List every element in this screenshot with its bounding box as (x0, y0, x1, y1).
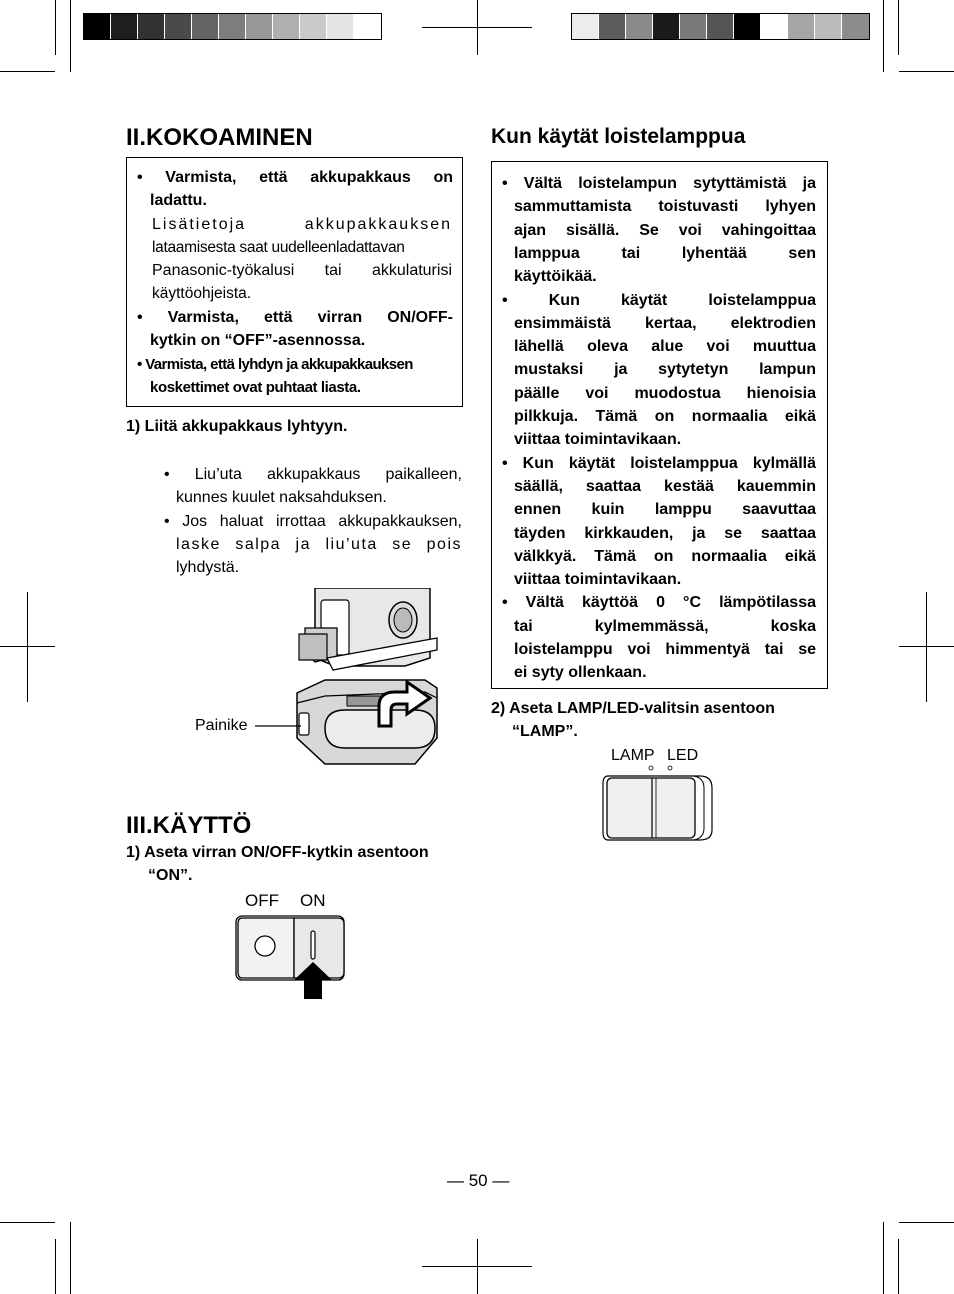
box-item1-text4: käyttöohjeista. (152, 285, 252, 302)
box-item2-line1: • Varmista, että virran ON/OFF- (137, 309, 453, 326)
battery-attach-illustration (255, 588, 450, 773)
step-2-line1: 2) Aseta LAMP/LED-valitsin asentoon (491, 700, 775, 717)
color-swatch (192, 14, 219, 39)
box-item1-line1: • Varmista, että akkupakkaus on (137, 169, 453, 186)
box-item3-line1: • Varmista, että lyhdyn ja akkupakkauksen (137, 356, 413, 373)
color-swatch (626, 14, 653, 39)
fluorescent-note-line: päälle voi muodostua hienoisia (514, 384, 816, 402)
fluorescent-note-line: • Kun käytät loistelamppua kylmällä (502, 454, 816, 472)
color-swatch (246, 14, 273, 39)
color-swatch (734, 14, 761, 39)
fluorescent-note-line: viittaa toimintavikaan. (514, 571, 682, 589)
color-bar-left (83, 13, 382, 40)
box-item1-line2: ladattu. (150, 192, 207, 209)
color-bar-right (571, 13, 870, 40)
substep-remove-line1: • Jos haluat irrottaa akkupakkauksen, (164, 513, 462, 530)
fluorescent-note-line: • Kun käytät loistelamppua (502, 291, 816, 309)
substep-remove-line3: lyhdystä. (176, 559, 240, 576)
color-swatch (842, 14, 869, 39)
fluorescent-notes-box (491, 161, 828, 689)
color-swatch (761, 14, 788, 39)
fluorescent-note-line: välkkyä. Tämä on normaalia eikä (514, 547, 816, 565)
step-2-line2: “LAMP”. (512, 723, 578, 740)
color-swatch (572, 14, 599, 39)
box-item2-line2: kytkin on “OFF”-asennossa. (150, 332, 366, 349)
selector-label-led: LED (667, 747, 699, 764)
fluorescent-note-line: täyden kirkkauden, ja se saattaa (514, 524, 816, 542)
fluorescent-note-line: lähellä oleva alue voi muuttua (514, 338, 816, 356)
fluorescent-note-line: ensimmäistä kertaa, elektrodien (514, 314, 816, 332)
color-swatch (788, 14, 815, 39)
color-swatch (300, 14, 327, 39)
page-number: — 50 — (447, 1171, 510, 1190)
section-title-fluorescent: Kun käytät loistelamppua (491, 125, 746, 148)
color-swatch (815, 14, 842, 39)
section-title-usage: III.KÄYTTÖ (126, 812, 252, 839)
button-label: Painike (195, 717, 248, 734)
fluorescent-note-line: lamppua tai lyhentää sen (514, 244, 816, 262)
fluorescent-note-line: ei syty ollenkaan. (514, 664, 647, 682)
warning-box (126, 157, 463, 407)
section-title-assembly: II.KOKOAMINEN (126, 124, 313, 151)
color-swatch (680, 14, 707, 39)
box-item1-text3: Panasonic-työkalusi tai akkulaturisi (152, 262, 452, 279)
fluorescent-note-line: tai kylmemmässä, koska (514, 617, 816, 635)
color-swatch (138, 14, 165, 39)
fluorescent-note-line: ajan sisällä. Se voi vahingoittaa (514, 221, 816, 239)
switch-label-off: OFF (245, 891, 279, 910)
color-swatch (653, 14, 680, 39)
color-swatch (84, 14, 111, 39)
substep-slide-line2: kunnes kuulet naksahduksen. (176, 489, 387, 506)
fluorescent-note-line: käyttöikää. (514, 268, 597, 286)
lamp-led-selector-illustration (600, 764, 718, 844)
step-1-attach: 1) Liitä akkupakkaus lyhtyyn. (126, 418, 348, 435)
color-swatch (354, 14, 381, 39)
step-use-1-line1: 1) Aseta virran ON/OFF-kytkin asentoon (126, 844, 429, 861)
color-swatch (219, 14, 246, 39)
box-item3-line2: koskettimet ovat puhtaat liasta. (150, 379, 361, 396)
fluorescent-note-line: säällä, saattaa kestää kauemmin (514, 477, 816, 495)
fluorescent-note-line: viittaa toimintavikaan. (514, 431, 682, 449)
box-item1-text1: Lisätietoja akkupakkauksen (152, 216, 452, 233)
fluorescent-note-line: • Vältä käyttöä 0 °C lämpötilassa (502, 594, 816, 612)
color-swatch (599, 14, 626, 39)
on-off-switch-illustration (234, 914, 348, 1000)
substep-slide-line1: • Liu’uta akkupakkaus paikalleen, (164, 466, 462, 483)
selector-label-lamp: LAMP (611, 747, 655, 764)
color-swatch (111, 14, 138, 39)
color-swatch (273, 14, 300, 39)
switch-label-on: ON (300, 891, 326, 910)
fluorescent-note-line: • Vältä loistelampun sytyttämistä ja (502, 175, 816, 192)
fluorescent-note-line: mustaksi ja sytytetyn lampun (514, 361, 816, 379)
box-item1-text2: lataamisesta saat uudelleenladattavan (152, 239, 405, 256)
substep-remove-line2: laske salpa ja liu’uta se pois (176, 536, 462, 553)
color-swatch (707, 14, 734, 39)
fluorescent-note-line: sammuttamista toistuvasti lyhyen (514, 198, 816, 216)
fluorescent-note-line: ennen kuin lamppu saavuttaa (514, 501, 816, 519)
color-swatch (165, 14, 192, 39)
step-use-1-line2: “ON”. (148, 867, 193, 884)
fluorescent-note-line: pilkkuja. Tämä on normaalia eikä (514, 408, 816, 425)
fluorescent-note-line: loistelamppu voi himmentyä tai se (514, 641, 816, 658)
color-swatch (327, 14, 354, 39)
